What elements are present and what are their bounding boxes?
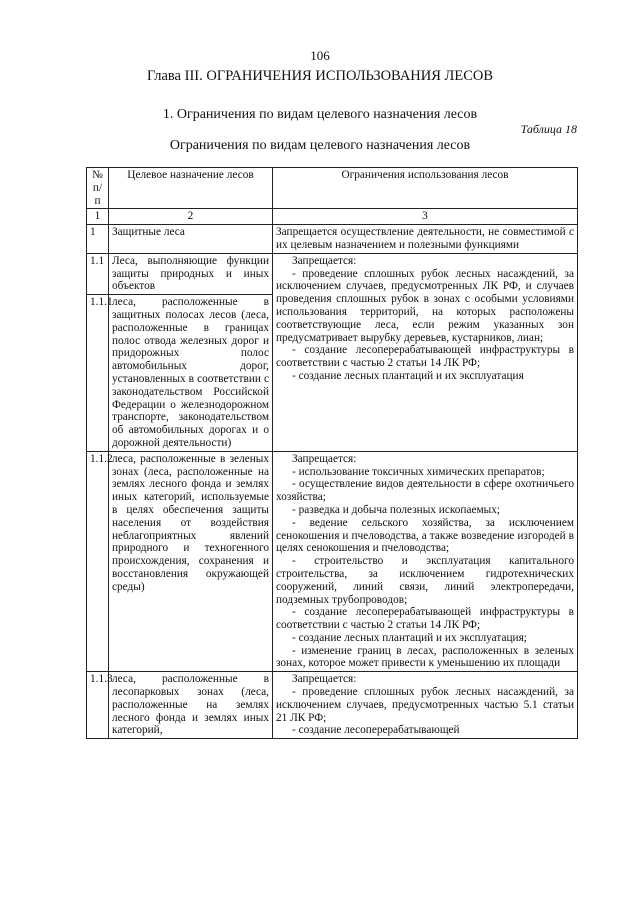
col-number-2: 2 [109,209,273,225]
row-purpose: леса, расположенные в лесопарковых зонах (леса, расположенные на землях лесного фонда и землях иных категорий, [109,672,273,739]
chapter-title: Глава III. ОГРАНИЧЕНИЯ ИСПОЛЬЗОВАНИЯ ЛЕСОВ [146,68,494,84]
restriction-item: - разведка и добыча полезных ископаемых; [292,503,500,516]
col-number-1: 1 [87,209,109,225]
restriction-item: - изменение границ в лесах, расположенных в зеленых зонах, которое может привести к уменьшению их площади [276,644,574,670]
restriction-item: - создание лесоперерабатывающей инфраструктуры в соответствии с частью 2 статьи 14 ЛК РФ; [276,606,574,632]
row-purpose: Леса, выполняющие функции защиты природных и иных объектов [109,253,273,294]
restriction-item: - создание лесоперерабатывающей [292,724,460,737]
restrictions-intro: Запрещается: [292,452,357,465]
page-number: 106 [310,48,330,63]
row-num: 1.1.2 [87,451,109,672]
header-purpose: Целевое назначение лесов [109,168,273,209]
restriction-item: - создание лесных плантаций и их эксплуатация [292,369,524,382]
row-restrictions-merged [273,253,578,451]
table-row [87,253,578,294]
row-restrictions [273,451,578,672]
restriction-item: - строительство и эксплуатация капитального строительства, за исключением гидротехнических сооружений, линий связи, линий электропередачи, подземных трубопроводов; [276,555,574,606]
row-purpose: леса, расположенные в защитных полосах лесов (леса, расположенные в границах полос отвода железных дорог и придорожных полос автомобильных дорог, установленных в соответствии с законодательством Российской Федерации о железнодорожном транспорте, законодательством об автомобильных дорогах и о дорожной деятельности) [109,295,273,452]
table-row [87,451,578,672]
row-num: 1.1 [87,253,109,294]
col-number-3: 3 [273,209,578,225]
header-num: № п/п [87,168,109,209]
row-num: 1.1.3 [87,672,109,739]
table-title: Ограничения по видам целевого назначения лесов [169,138,471,153]
table-row [87,672,578,739]
restriction-item: - осуществление видов деятельности в сфере охотничьего хозяйства; [276,478,574,504]
row-num: 1.1.1 [87,295,109,452]
restriction-item: - использование токсичных химических препаратов; [292,465,545,478]
row-purpose: Защитные леса [109,225,273,254]
row-num: 1 [87,225,109,254]
restriction-item: - проведение сплошных рубок лесных насаждений, за исключением случаев, предусмотренных ЛК РФ, и случаев проведения сплошных рубок в зонах с особыми условиями использования территорий, на которых расположены соответствующие леса, если режим указанных зон предусматривает вырубку деревьев, кустарников, лиан; [276,267,574,344]
restriction-item: - создание лесоперерабатывающей инфраструктуры в соответствии с частью 2 статьи 14 ЛК РФ; [276,344,574,370]
table-label: Таблица 18 [520,122,577,136]
restrictions-table [86,167,578,739]
row-purpose: леса, расположенные в зеленых зонах (леса, расположенные на землях лесного фонда и землях иных категорий, используемые в целях обеспечения защиты населения от воздействия неблагоприятных явлений природного и техногенного происхождения, сохранения и восстановления окружающей среды) [109,451,273,672]
section-title: 1. Ограничения по видам целевого назначения лесов [162,107,478,122]
column-number-row [87,209,578,225]
table-header-row [87,168,578,209]
restriction-item: - проведение сплошных рубок лесных насаждений, за исключением случаев, предусмотренных частью 5.1 статьи 21 ЛК РФ; [276,686,574,724]
table-row [87,225,578,254]
restrictions-intro: Запрещается: [292,673,357,686]
row-restrictions: Запрещается осуществление деятельности, не совместимой с их целевым назначением и полезными функциями [273,225,578,254]
restrictions-intro: Запрещается: [292,254,357,267]
row-restrictions [273,672,578,739]
header-restrictions: Ограничения использования лесов [273,168,578,209]
restriction-item: - создание лесных плантаций и их эксплуатация; [292,631,527,644]
restriction-item: - ведение сельского хозяйства, за исключением сенокошения и пчеловодства, а также возведение изгородей в целях сенокошения и пчеловодства; [276,516,574,555]
